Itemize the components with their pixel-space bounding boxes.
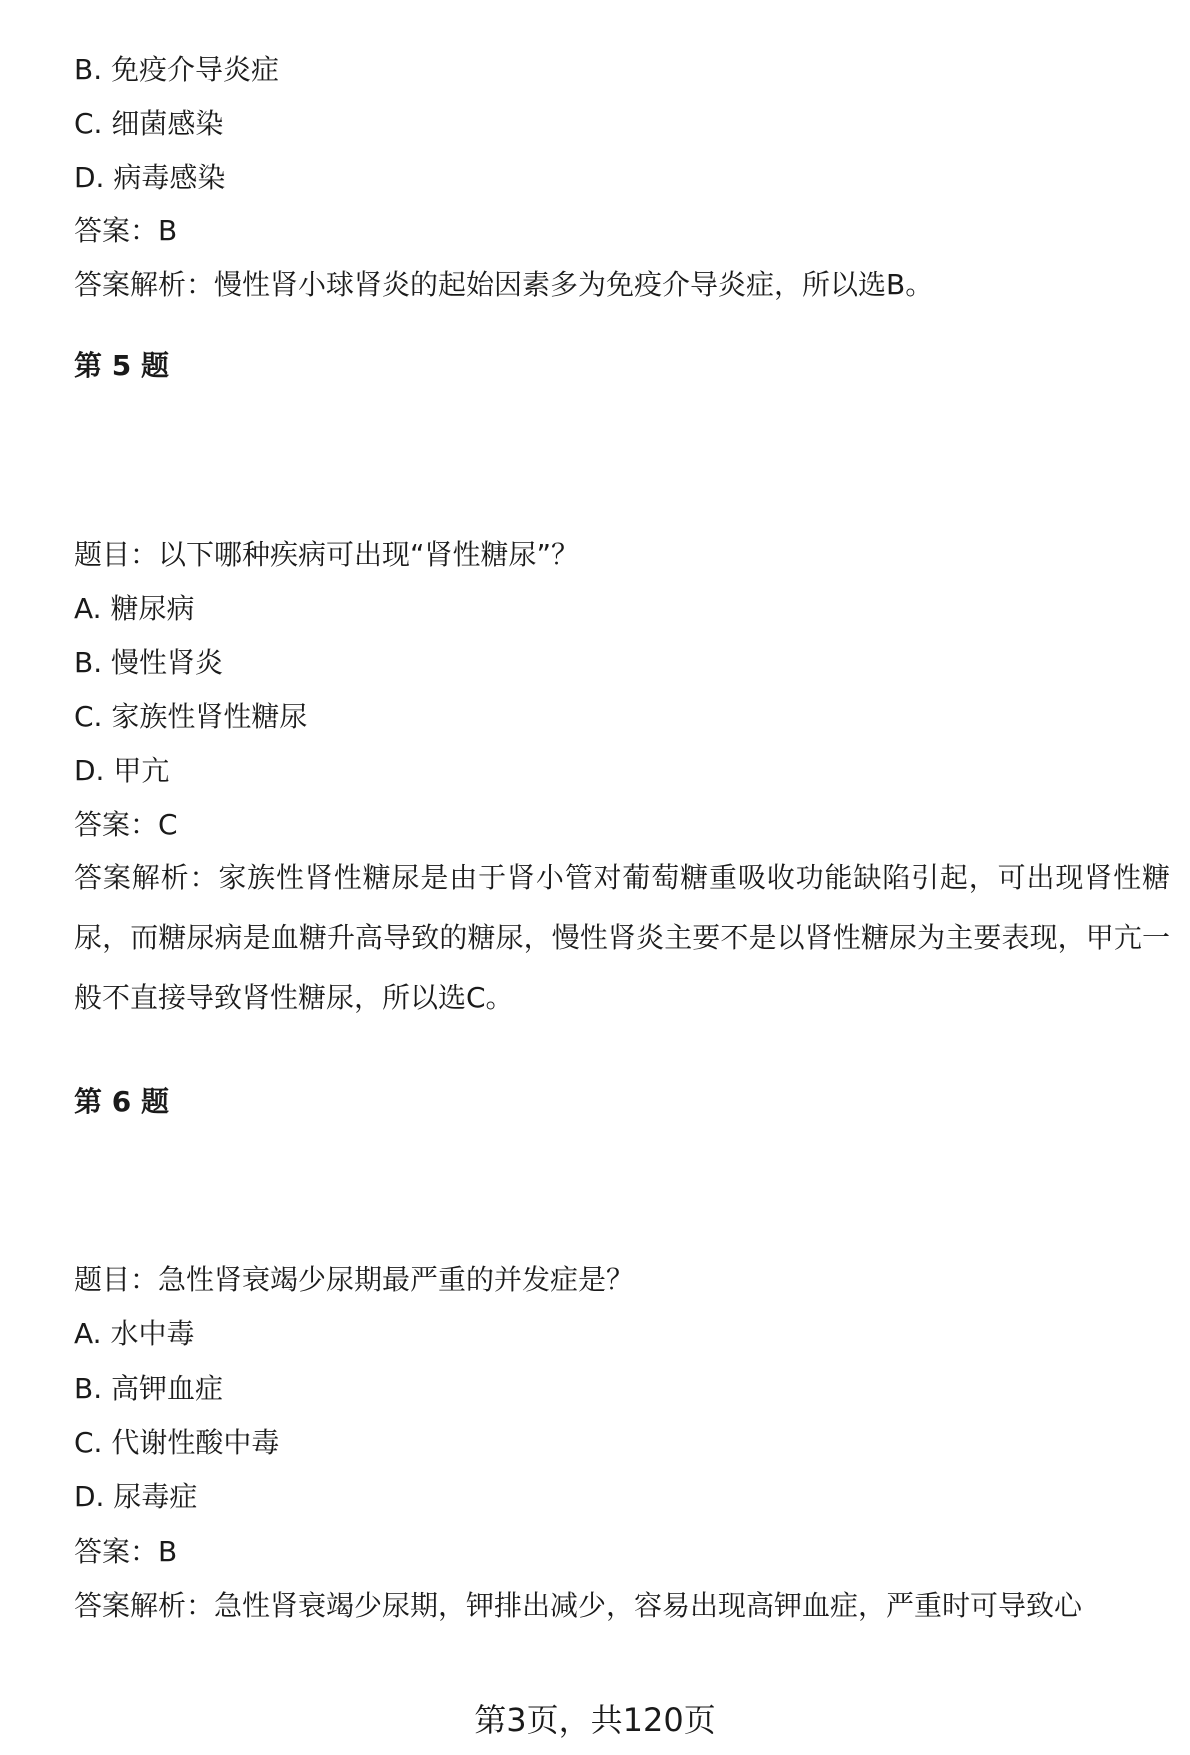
q6-option-c: C. 代谢性酸中毒 [74, 1426, 280, 1459]
q6-option-d: D. 尿毒症 [74, 1480, 198, 1513]
q6-heading: 第 6 题 [74, 1085, 169, 1118]
q5-explanation: 答案解析：家族性肾性糖尿是由于肾小管对葡萄糖重吸收功能缺陷引起，可出现肾性糖尿，而糖尿病是血糖升高导致的糖尿，慢性肾炎主要不是以肾性糖尿为主要表现，甲亢一般不直接导致肾性糖尿，所以选C。 [74, 861, 1170, 1014]
q6-option-b: B. 高钾血症 [74, 1372, 224, 1405]
q5-heading: 第 5 题 [74, 349, 169, 382]
q6-option-a: A. 水中毒 [74, 1317, 195, 1350]
q5-option-d: D. 甲亢 [74, 754, 170, 787]
q5-option-c: C. 家族性肾性糖尿 [74, 700, 308, 733]
q4-option-b: B. 免疫介导炎症 [74, 53, 280, 86]
q4-option-d: D. 病毒感染 [74, 161, 226, 194]
q6-question: 题目：急性肾衰竭少尿期最严重的并发症是？ [74, 1263, 635, 1296]
q4-answer: 答案：B [74, 214, 178, 247]
page-number-footer: 第3页，共120页 [474, 1701, 716, 1739]
q5-question: 题目：以下哪种疾病可出现“肾性糖尿”？ [74, 538, 580, 571]
q5-answer: 答案：C [74, 808, 178, 841]
q4-option-c: C. 细菌感染 [74, 107, 224, 140]
q5-option-a: A. 糖尿病 [74, 592, 195, 625]
q4-explanation: 答案解析：慢性肾小球肾炎的起始因素多为免疫介导炎症，所以选B。 [74, 268, 934, 301]
q5-option-b: B. 慢性肾炎 [74, 646, 224, 679]
q6-explanation: 答案解析：急性肾衰竭少尿期，钾排出减少，容易出现高钾血症，严重时可导致心 [74, 1589, 1083, 1622]
q6-answer: 答案：B [74, 1535, 178, 1568]
